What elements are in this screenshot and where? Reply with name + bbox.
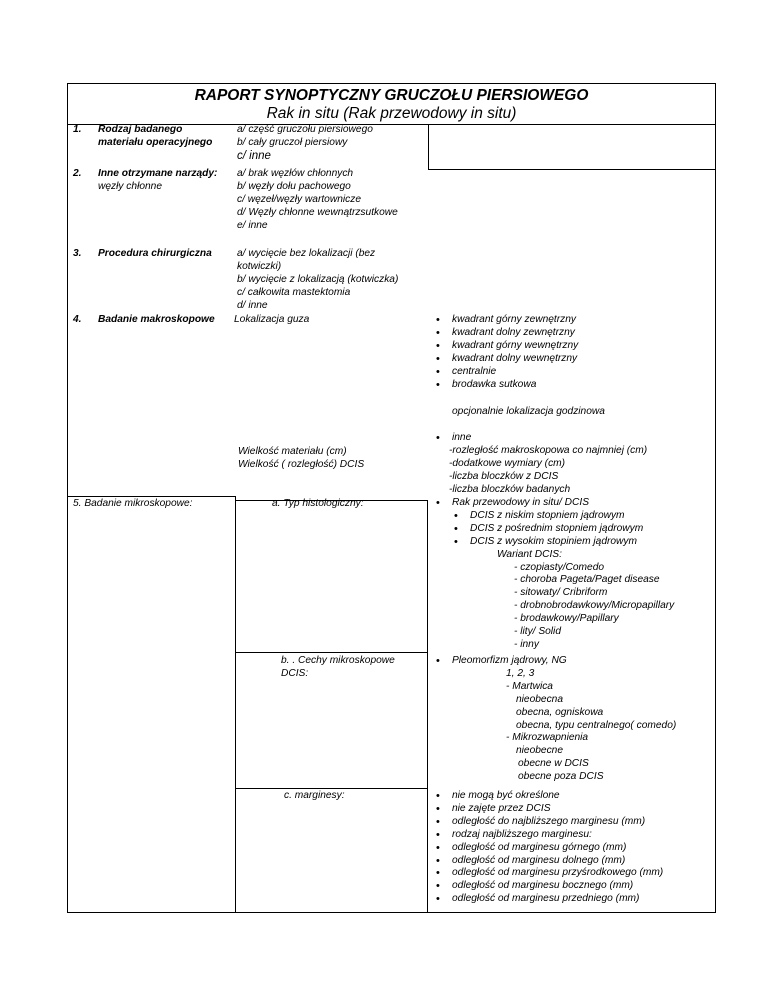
report-frame	[67, 83, 716, 913]
list-item: • brodawka sutkowa	[434, 379, 578, 392]
micro-label: 5. Badanie mikroskopowe:	[73, 498, 193, 509]
micro-c-divider	[235, 788, 427, 789]
margins-label: c. marginesy:	[284, 790, 345, 801]
list-item: • inne	[434, 432, 471, 445]
section-1-number: 1.	[73, 124, 82, 135]
section-2-label: Inne otrzymane narządy: węzły chłonne	[98, 168, 218, 192]
micro-b-divider	[235, 652, 427, 653]
list-item: • DCIS z niskim stopniem jądrowym	[452, 510, 674, 523]
micro-features-label: b. . Cechy mikroskopowe DCIS:	[281, 655, 395, 679]
section1-divider	[428, 124, 429, 169]
list-item: • DCIS z pośrednim stopniem jądrowym	[452, 523, 674, 536]
list-item: • DCIS z wysokim stopiniem jądrowym	[452, 536, 674, 549]
quadrant-list	[434, 314, 578, 391]
list-item: • odległość od marginesu przyśrodkowego (mm)	[434, 867, 663, 880]
section-1-label: Rodzaj badanego materiału operacyjnego	[98, 124, 213, 148]
list-item: • centralnie	[434, 366, 578, 379]
micro-col2-divider	[427, 500, 428, 913]
section-2-number: 2.	[73, 168, 82, 179]
list-item: • rodzaj najbliższego marginesu:	[434, 829, 663, 842]
section-2-options: a/ brak węzłów chłonnych b/ węzły dołu pachowego c/ węzeł/węzły wartownicze d/ Węzły chłonne wewnątrzsutkowe e/ inne	[237, 168, 398, 231]
section-4-number: 4.	[73, 314, 82, 325]
section-3-options: a/ wycięcie bez lokalizacji (bez kotwiczki) b/ wycięcie z lokalizacją (kotwiczka) c/ całkowita mastektomia d/ inne	[237, 248, 399, 311]
list-item: • Pleomorfizm jądrowy, NG	[434, 655, 676, 668]
size-values: -rozległość makroskopowa co najmniej (cm) -dodatkowe wymiary (cm) -liczba bloczków z DCIS -liczba bloczków badanych	[449, 445, 648, 495]
micro-row-divider	[68, 496, 236, 497]
section-1-options: a/ część gruczołu piersiowego b/ cały gruczoł piersiowy c/ inne	[237, 124, 373, 162]
list-item: • odległość od marginesu górnego (mm)	[434, 842, 663, 855]
location-other	[434, 432, 471, 445]
micro-col1-divider	[235, 496, 236, 913]
list-item: • kwadrant górny wewnętrzny	[434, 340, 578, 353]
section-3-number: 3.	[73, 248, 82, 259]
list-item: • odległość od marginesu dolnego (mm)	[434, 855, 663, 868]
list-item: • Rak przewodowy in situ/ DCIS	[434, 497, 674, 510]
list-item: • odległość do najbliższego marginesu (mm)	[434, 816, 663, 829]
report-title: RAPORT SYNOPTYCZNY GRUCZOŁU PIERSIOWEGO	[194, 87, 589, 104]
micro-features-values: • Pleomorfizm jądrowy, NG 1, 2, 3 - Martwica nieobecna obecna, ogniskowa obecna, typu centralnego( comedo) - Mikrozwapnienia nieobecne obecne w DCIS obecne poza DCIS	[434, 655, 676, 784]
clock-location-note: opcjonalnie lokalizacja godzinowa	[452, 406, 605, 417]
list-item: • kwadrant dolny zewnętrzny	[434, 327, 578, 340]
tumor-location-label: Lokalizacja guza	[234, 314, 310, 325]
list-item: • nie zajęte przez DCIS	[434, 803, 663, 816]
section-3-label: Procedura chirurgiczna	[98, 248, 212, 259]
section-4-label: Badanie makroskopowe	[98, 314, 215, 325]
histology-values: • Rak przewodowy in situ/ DCIS • DCIS z niskim stopniem jądrowym • DCIS z pośrednim stopniem jądrowym • DCIS z wysokim stopiniem jądrowym Wariant DCIS: - czopiasty/Comedo - choroba Pageta/Paget disease - sitowaty/ Cribriform - drobnobrodawkowy/Micropapillary - brodawkowy/Papillary - lity/ Solid - inny	[434, 497, 674, 652]
list-item: • kwadrant dolny wewnętrzny	[434, 353, 578, 366]
list-item: • kwadrant górny zewnętrzny	[434, 314, 578, 327]
histology-label: a. Typ histologiczny:	[272, 498, 364, 509]
section1-bottom	[428, 169, 715, 170]
report-subtitle: Rak in situ (Rak przewodowy in situ)	[266, 105, 517, 122]
list-item: • nie mogą być określone	[434, 790, 663, 803]
list-item: • odległość od marginesu przedniego (mm)	[434, 893, 663, 906]
size-labels: Wielkość materiału (cm) Wielkość ( rozległość) DCIS	[238, 446, 365, 470]
list-item: • odległość od marginesu bocznego (mm)	[434, 880, 663, 893]
margins-list	[434, 790, 663, 906]
